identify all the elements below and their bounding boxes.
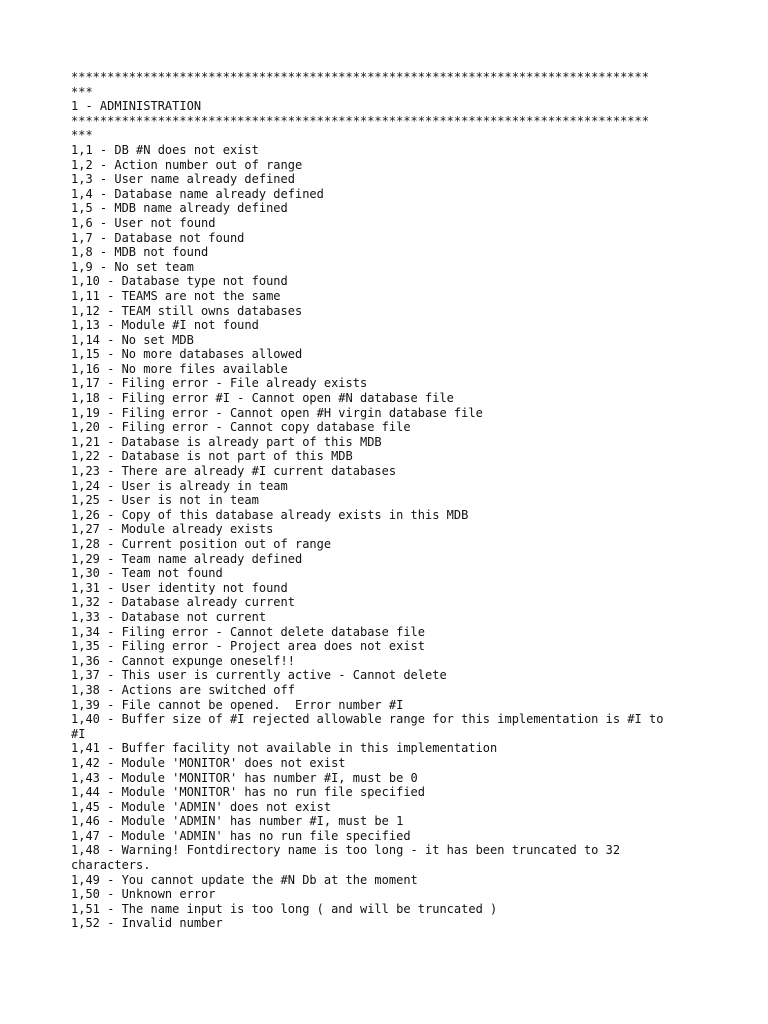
text-line: 1,27 - Module already exists xyxy=(71,522,274,537)
text-line: 1,9 - No set team xyxy=(71,259,194,274)
text-line: 1,7 - Database not found xyxy=(71,230,245,245)
text-line: 1,35 - Filing error - Project area does not exist xyxy=(71,639,426,654)
text-line: 1,32 - Database already current xyxy=(71,595,295,610)
text-line: 1,25 - User is not in team xyxy=(71,493,259,508)
text-line: 1,47 - Module 'ADMIN' has no run file specified xyxy=(71,828,411,843)
text-line: 1,33 - Database not current xyxy=(71,609,267,624)
text-line: 1,3 - User name already defined xyxy=(71,172,295,187)
text-line: 1,51 - The name input is too long ( and will be truncated ) xyxy=(71,901,498,916)
text-line: 1,26 - Copy of this database already exists in this MDB xyxy=(71,507,469,522)
text-line: ******************************************************************************** xyxy=(71,113,649,128)
text-line: 1,15 - No more databases allowed xyxy=(71,347,303,362)
text-line: 1,45 - Module 'ADMIN' does not exist xyxy=(71,799,332,814)
text-line: 1,4 - Database name already defined xyxy=(71,186,324,201)
text-line: 1,50 - Unknown error xyxy=(71,887,216,902)
text-line: 1,10 - Database type not found xyxy=(71,274,288,289)
text-line: 1,19 - Filing error - Cannot open #H virgin database file xyxy=(71,405,483,420)
text-line: #I xyxy=(71,726,86,741)
text-line: 1,24 - User is already in team xyxy=(71,478,288,493)
text-line: *** xyxy=(71,84,93,99)
text-line: 1,16 - No more files available xyxy=(71,361,288,376)
text-line: ******************************************************************************** xyxy=(71,70,649,84)
text-line: 1,41 - Buffer facility not available in this implementation xyxy=(71,741,498,756)
text-line: 1,38 - Actions are switched off xyxy=(71,682,295,697)
text-line: 1,2 - Action number out of range xyxy=(71,157,303,172)
text-line: 1,11 - TEAMS are not the same xyxy=(71,288,281,303)
text-line: 1,30 - Team not found xyxy=(71,566,223,581)
document-text xyxy=(71,70,711,931)
text-line: characters. xyxy=(71,858,151,873)
text-line: 1,34 - Filing error - Cannot delete database file xyxy=(71,624,426,639)
text-line: 1,17 - Filing error - File already exists xyxy=(71,376,368,391)
text-line: 1,49 - You cannot update the #N Db at the moment xyxy=(71,872,418,887)
text-line: 1,36 - Cannot expunge oneself!! xyxy=(71,653,295,668)
text-line: 1,40 - Buffer size of #I rejected allowable range for this implementation is #I to xyxy=(71,712,664,727)
text-line: *** xyxy=(71,128,93,143)
text-line: 1,6 - User not found xyxy=(71,215,216,230)
text-line: 1,13 - Module #I not found xyxy=(71,318,259,333)
text-line: 1,23 - There are already #I current databases xyxy=(71,464,397,479)
text-line: 1,5 - MDB name already defined xyxy=(71,201,288,216)
text-line: 1,21 - Database is already part of this MDB xyxy=(71,434,382,449)
text-line: 1,52 - Invalid number xyxy=(71,916,223,931)
text-line: 1,39 - File cannot be opened. Error number #I xyxy=(71,697,404,712)
text-line: 1,29 - Team name already defined xyxy=(71,551,303,566)
text-line: 1,18 - Filing error #I - Cannot open #N database file xyxy=(71,391,454,406)
text-line: 1,22 - Database is not part of this MDB xyxy=(71,449,353,464)
text-line: 1,12 - TEAM still owns databases xyxy=(71,303,303,318)
text-line: 1,8 - MDB not found xyxy=(71,245,209,260)
text-line: 1,37 - This user is currently active - Cannot delete xyxy=(71,668,447,683)
text-line: 1,42 - Module 'MONITOR' does not exist xyxy=(71,755,346,770)
text-line: 1,31 - User identity not found xyxy=(71,580,288,595)
text-line: 1,1 - DB #N does not exist xyxy=(71,142,259,157)
text-line: 1,44 - Module 'MONITOR' has no run file specified xyxy=(71,785,426,800)
text-line: 1,20 - Filing error - Cannot copy database file xyxy=(71,420,411,435)
text-line: 1 - ADMINISTRATION xyxy=(71,99,202,114)
text-line: 1,43 - Module 'MONITOR' has number #I, must be 0 xyxy=(71,770,418,785)
text-line: 1,14 - No set MDB xyxy=(71,332,194,347)
text-line: 1,46 - Module 'ADMIN' has number #I, must be 1 xyxy=(71,814,404,829)
text-line: 1,28 - Current position out of range xyxy=(71,537,332,551)
text-line: 1,48 - Warning! Fontdirectory name is too long - it has been truncated to 32 xyxy=(71,843,621,858)
